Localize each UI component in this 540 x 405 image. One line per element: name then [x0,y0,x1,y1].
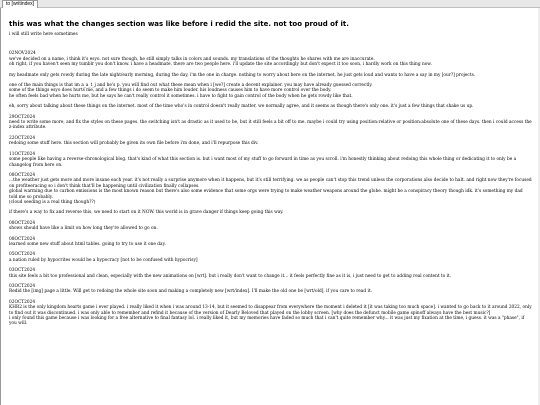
entry-date: 22OCT2024 [9,135,36,141]
entry-text: redoing some stuff here. this section will probably be given its own file before i'm done, and i'll repurpose this div. [9,141,259,147]
tab-writindex[interactable]: to [writindex] [2,0,38,8]
entry-text: global warming due to carbon emissions is the most known reason but there's also some evidence that some orgs were trying to make weather weapons around the globe. might be a conspiracy theory though idk. it's something my dad told me so probably. [9,189,523,200]
entry-text: a nation ruled by hypocrites would be a hypocracy [not to be confused with hypocrisy] [9,257,198,263]
entry-text: oh right, if you haven't seen my tumblr you don't know. i have a headmate. there are two people here. i'll update the site accordingly but don't expect it too soon, i hardly work on this thing now. [9,62,432,68]
changelog-entry [9,115,532,131]
changelog-entry [9,51,532,109]
entry-text: need to write some more, and fix the styles on these pages. the switching isn't as drastic as it used to be, but it still feels a bit off to me. maybe i could try using position:relative or position:absolute one of these days. then i could access the z-index attribute. [9,120,532,131]
entry-date: 05OCT2024 [9,252,36,258]
entry-date: 03OCT2024 [9,268,36,274]
entry-text: this site feels a bit too professional and clean, especially with the new animations on [wrt]. but i really don't want to change it... it feels perfectly fine as it is, i just need to get to adding real content to it. [9,273,452,279]
entry-text: one of the main things is that im a_a_t_j and he's p. you will find out what these mean when i [we?] create a decent explainer. you may have already guessed correctly. [9,83,373,89]
changelog-entry [9,268,532,279]
entry-date: 11OCT2024 [9,151,36,157]
changelog-entry [9,136,532,147]
entry-text: my headmate only gets rowdy during the late night/early morning, during the day, i'm the one in charge. nothing to worry about here on the internet, he just gets loud and wants to have a say in my [our?] projects. [9,72,476,78]
page-subtitle: i will still write here sometimes [9,32,78,37]
entry-text: Redid the [img] page a little. Will get to redoing the whole site soon and making a completely new [wrt/index]. I'll make the old one be [wrt/old], if you care to read it. [9,289,372,295]
entry-text: some of the things esyo does hurts me, and a few things i do seem to make him louder. his loudness causes him to have more control over the body. [9,88,332,94]
entry-date: 03OCT2024 [9,284,36,289]
entry-text: some people like having a reverse-chronological blog. that's kind of what this section is. but i want most of my stuff to go forward in time as you scroll. i'm honestly thinking about redoing this whole thing or dedicating it to only be a changelog from here on. [9,157,517,168]
changelog-entry [9,300,532,327]
entry-text: learned some new stuff about html tables. going to try to use it one day. [9,241,166,247]
page-content [0,8,540,405]
tab-bar [0,0,540,8]
entry-text: if there's a way to fix and reverse this, we need to start on it NOW. this world is in grave danger if things keep going this way. [9,210,284,216]
page-inner [1,8,540,327]
entry-text: KHR2 is the only kingdom hearts game i ever played. i really liked it when i was around 13-14, but it seemed to disappear from everywhere the moment i deleted it [it was taking too much space]. i wanted to go back to it around 2022, only to find out it was discontinued. i was only able to remember and refind it because of the version of Dearly Beloved that played on the lobby screen. [why does the defunct mobile game spinoff always have the best music?] [9,305,532,316]
entry-text: ...the weather just gets more and more insane each year. it's not really a surprise anymore when it happens, but it's still terrifying. we as people can't stop this trend unless the corporations also decide to halt. and right now they're focused on profiteeracing so i don't think that'll be happening until civilization finally collapses. [9,178,532,189]
entry-text: eh, sorry about talking about these things on the internet. most of the time who's in control doesn't really matter, we normally agree, and it seems as though there's only one. it's just a few things that shake us up. [9,104,474,110]
entries-list [9,51,532,326]
entry-text: he often feels bad when he hurts me, but he says he can't really control it sometimes. i have to fight to gain control of the body when he gets rowdy like that. [9,93,353,99]
changelog-entry [9,173,532,216]
entry-date: 08OCT2024 [9,236,36,242]
entry-date: 08OCT2024 [9,220,36,226]
changelog-entry [9,237,532,248]
entry-text: we've decided on a name, i think it's esyo. not sure though, he still simply talks in colors and sounds. my translations of the thoughts he shares with me are inaccurate. [9,56,375,62]
entry-text: (cloud seeding is a real thing though??) [9,199,96,205]
changelog-entry [9,152,532,168]
changelog-entry [9,284,532,295]
entry-date: 08OCT2024 [9,172,36,178]
entry-text: shows should have like a limit on how long they're allowed to go on. [9,226,158,232]
entry-text: i only found this game because i was looking for a free alternative to final fantasy lol. i really liked it, but my memories have faded so much that i can't quite remember why... it was just my fixation at the time, i guess. it was a "phase", if you will. [9,316,525,327]
changelog-entry [9,252,532,263]
entry-date: 29OCT2024 [9,114,36,120]
entry-date: 02NOV2024 [9,51,36,57]
entry-date: 02OCT2024 [9,299,36,305]
page-title: this was what the changes section was like before i redid the site. not too proud of it. [9,20,349,28]
changelog-entry [9,221,532,232]
